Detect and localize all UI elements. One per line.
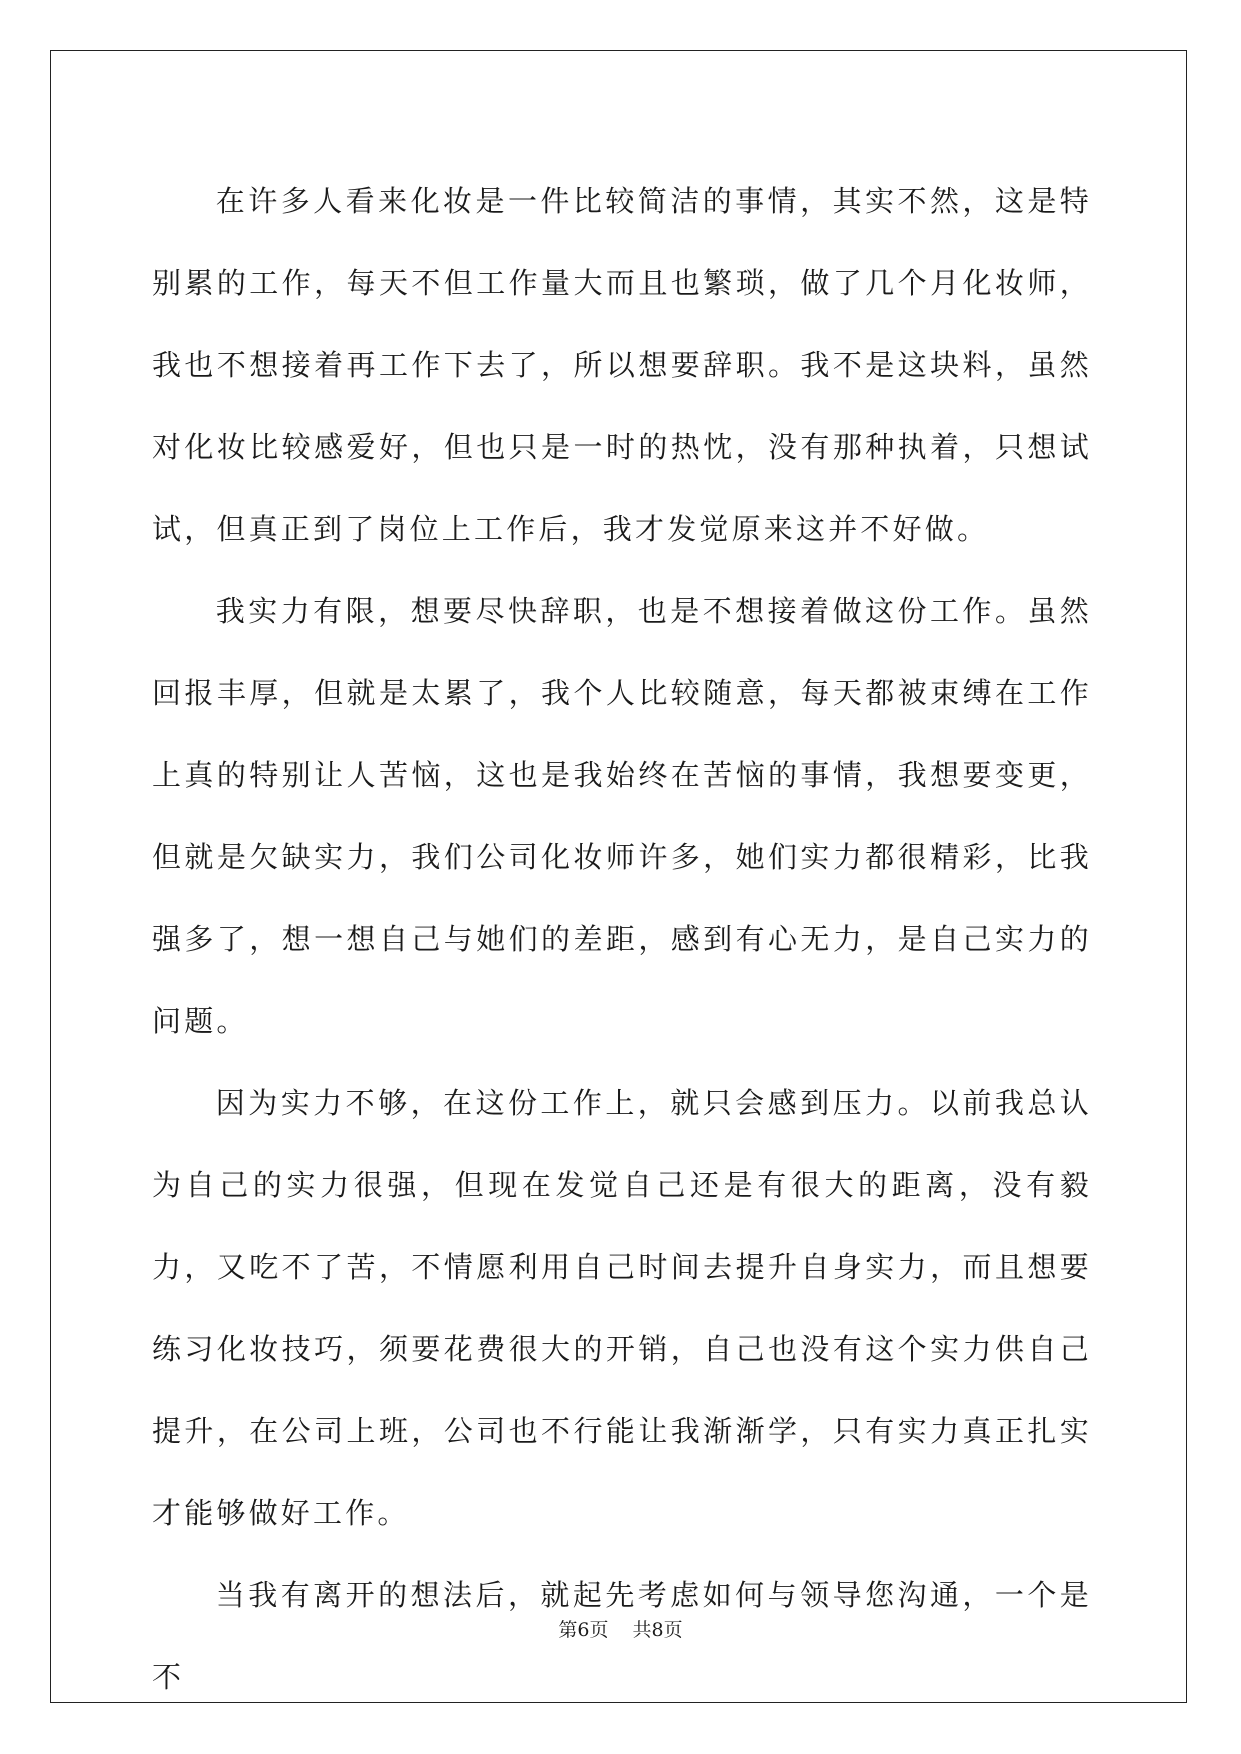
page-footer (0, 1618, 1241, 1642)
page-total: 共8页 (632, 1619, 683, 1641)
paragraph-2: 我实力有限，想要尽快辞职，也是不想接着做这份工作。虽然回报丰厚，但就是太累了，我个人比较随意，每天都被束缚在工作上真的特别让人苦恼，这也是我始终在苦恼的事情，我想要变更，但就是欠缺实力，我们公司化妆师许多，她们实力都很精彩，比我强多了，想一想自己与她们的差距，感到有心无力，是自己实力的问题。 (152, 594, 1092, 1038)
paragraph-1: 在许多人看来化妆是一件比较简洁的事情，其实不然，这是特别累的工作，每天不但工作量大而且也繁琐，做了几个月化妆师，我也不想接着再工作下去了，所以想要辞职。我不是这块料，虽然对化妆比较感爱好，但也只是一时的热忱，没有那种执着，只想试试，但真正到了岗位上工作后，我才发觉原来这并不好做。 (152, 184, 1092, 546)
paragraph-3: 因为实力不够，在这份工作上，就只会感到压力。以前我总认为自己的实力很强，但现在发觉自己还是有很大的距离，没有毅力，又吃不了苦，不情愿利用自己时间去提升自身实力，而且想要练习化妆技巧，须要花费很大的开销，自己也没有这个实力供自己提升，在公司上班，公司也不行能让我渐渐学，只有实力真正扎实才能够做好工作。 (152, 1086, 1092, 1530)
document-body (152, 160, 1092, 1718)
paragraph-4: 当我有离开的想法后，就起先考虑如何与领导您沟通，一个是不 (152, 1578, 1092, 1694)
page-number: 第6页 (558, 1619, 609, 1641)
